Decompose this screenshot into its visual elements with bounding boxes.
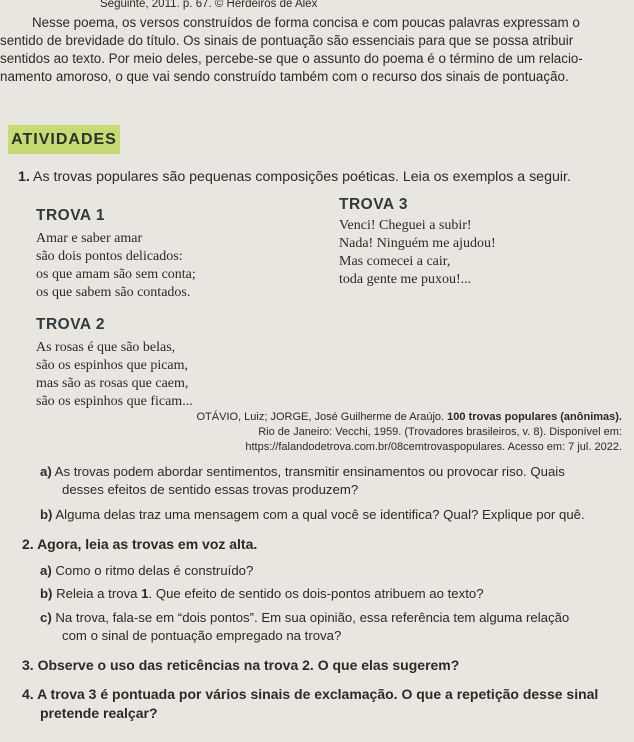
question-2b-trova-number: 1 xyxy=(141,586,149,601)
intro-line-3: sentidos ao texto. Por meio deles, percebe-se que o assunto do poema é o término de um relacio- xyxy=(0,51,583,66)
citation-line-2: Rio de Janeiro: Vecchi, 1959. (Trovadores brasileiros, v. 8). Disponível em: xyxy=(258,426,622,438)
citation-line-1 xyxy=(197,411,623,423)
intro-line-4: namento amoroso, o que vai sendo construído também com o recurso dos sinais de pontuação. xyxy=(0,69,569,84)
trova-3-line-4: toda gente me puxou!... xyxy=(339,272,472,287)
question-1b xyxy=(40,506,585,523)
question-3 xyxy=(22,657,459,674)
trova-3-line-2: Nada! Ninguém me ajudou! xyxy=(339,236,496,251)
trova-2-line-3: mas são as rosas que caem, xyxy=(36,376,189,391)
trova-3-line-3: Mas comecei a cair, xyxy=(339,254,451,269)
question-1-text: As trovas populares são pequenas composições poéticas. Leia os exemplos a seguir. xyxy=(33,169,571,185)
question-2-number: 2. xyxy=(22,536,34,552)
question-3-number: 3. xyxy=(22,657,34,673)
question-1b-text: Alguma delas traz uma mensagem com a qual você se identifica? Qual? Explique por quê. xyxy=(55,507,585,522)
intro-line-1: Nesse poema, os versos construídos de forma concisa e com poucas palavras expressam o xyxy=(32,15,580,30)
question-1a-line-1 xyxy=(40,463,565,480)
question-1a-letter: a) xyxy=(40,464,52,479)
question-4-number: 4. xyxy=(22,686,34,702)
question-2c-line-1 xyxy=(40,609,569,626)
question-3-text: Observe o uso das reticências na trova 2. O que elas sugerem? xyxy=(37,657,460,673)
trova-2-line-1: As rosas é que são belas, xyxy=(36,340,176,355)
question-2-text: Agora, leia as trovas em voz alta. xyxy=(37,536,258,552)
question-1a-text: As trovas podem abordar sentimentos, transmitir ensinamentos ou provocar riso. Quais xyxy=(54,464,565,479)
trova-1-line-3: os que amam são sem conta; xyxy=(36,267,196,282)
question-1-number: 1. xyxy=(18,169,30,185)
question-2c-text: Na trova, fala-se em “dois pontos”. Em sua opinião, essa referência tem alguma relação xyxy=(55,610,570,625)
trova-3-title: TROVA 3 xyxy=(339,196,408,213)
section-badge: ATIVIDADES xyxy=(8,125,120,154)
citation-title: 100 trovas populares (anônimas). xyxy=(447,411,622,423)
trova-1-line-2: são dois pontos delicados: xyxy=(36,249,183,264)
trova-1-line-1: Amar e saber amar xyxy=(36,231,143,246)
question-2c-line-2: com o sinal de pontuação empregado na trova? xyxy=(62,628,342,643)
question-2b-text-pre: Releia a trova xyxy=(56,586,142,601)
question-2a-letter: a) xyxy=(40,563,52,578)
citation-line-3: https://falandodetrova.com.br/08cemtrovaspopulares. Acesso em: 7 jul. 2022. xyxy=(245,441,622,453)
trova-2-line-4: são os espinhos que ficam... xyxy=(36,394,193,409)
question-1b-letter: b) xyxy=(40,507,53,522)
question-2c-letter: c) xyxy=(40,610,52,625)
question-2b-text-post: . Que efeito de sentido os dois-pontos atribuem ao texto? xyxy=(148,586,484,601)
citation-authors: OTÁVIO, Luiz; JORGE, José Guilherme de Araújo. xyxy=(196,411,448,423)
source-line: Seguinte, 2011. p. 67. © Herdeiros de Alex xyxy=(100,0,318,10)
trova-2-title: TROVA 2 xyxy=(36,316,105,333)
question-1 xyxy=(18,169,571,185)
question-4-line-2: pretende realçar? xyxy=(40,705,158,721)
trova-1-title: TROVA 1 xyxy=(36,207,105,224)
question-2a-text: Como o ritmo delas é construído? xyxy=(55,563,254,578)
trova-3-line-1: Venci! Cheguei a subir! xyxy=(339,218,472,233)
trova-1-line-4: os que sabem são contados. xyxy=(36,285,191,300)
question-2 xyxy=(22,536,257,553)
question-2b-letter: b) xyxy=(40,586,53,601)
question-2a xyxy=(40,562,253,579)
question-2b xyxy=(40,585,484,602)
intro-line-2: sentido de brevidade do título. Os sinais de pontuação são essenciais para que se possa atribuir xyxy=(0,33,574,48)
question-4-text: A trova 3 é pontuada por vários sinais de exclamação. O que a repetição desse sinal xyxy=(37,686,599,702)
trova-2-line-2: são os espinhos que picam, xyxy=(36,358,189,373)
question-1a-line-2: desses efeitos de sentido essas trovas produzem? xyxy=(62,482,359,497)
question-4-line-1 xyxy=(22,686,598,703)
